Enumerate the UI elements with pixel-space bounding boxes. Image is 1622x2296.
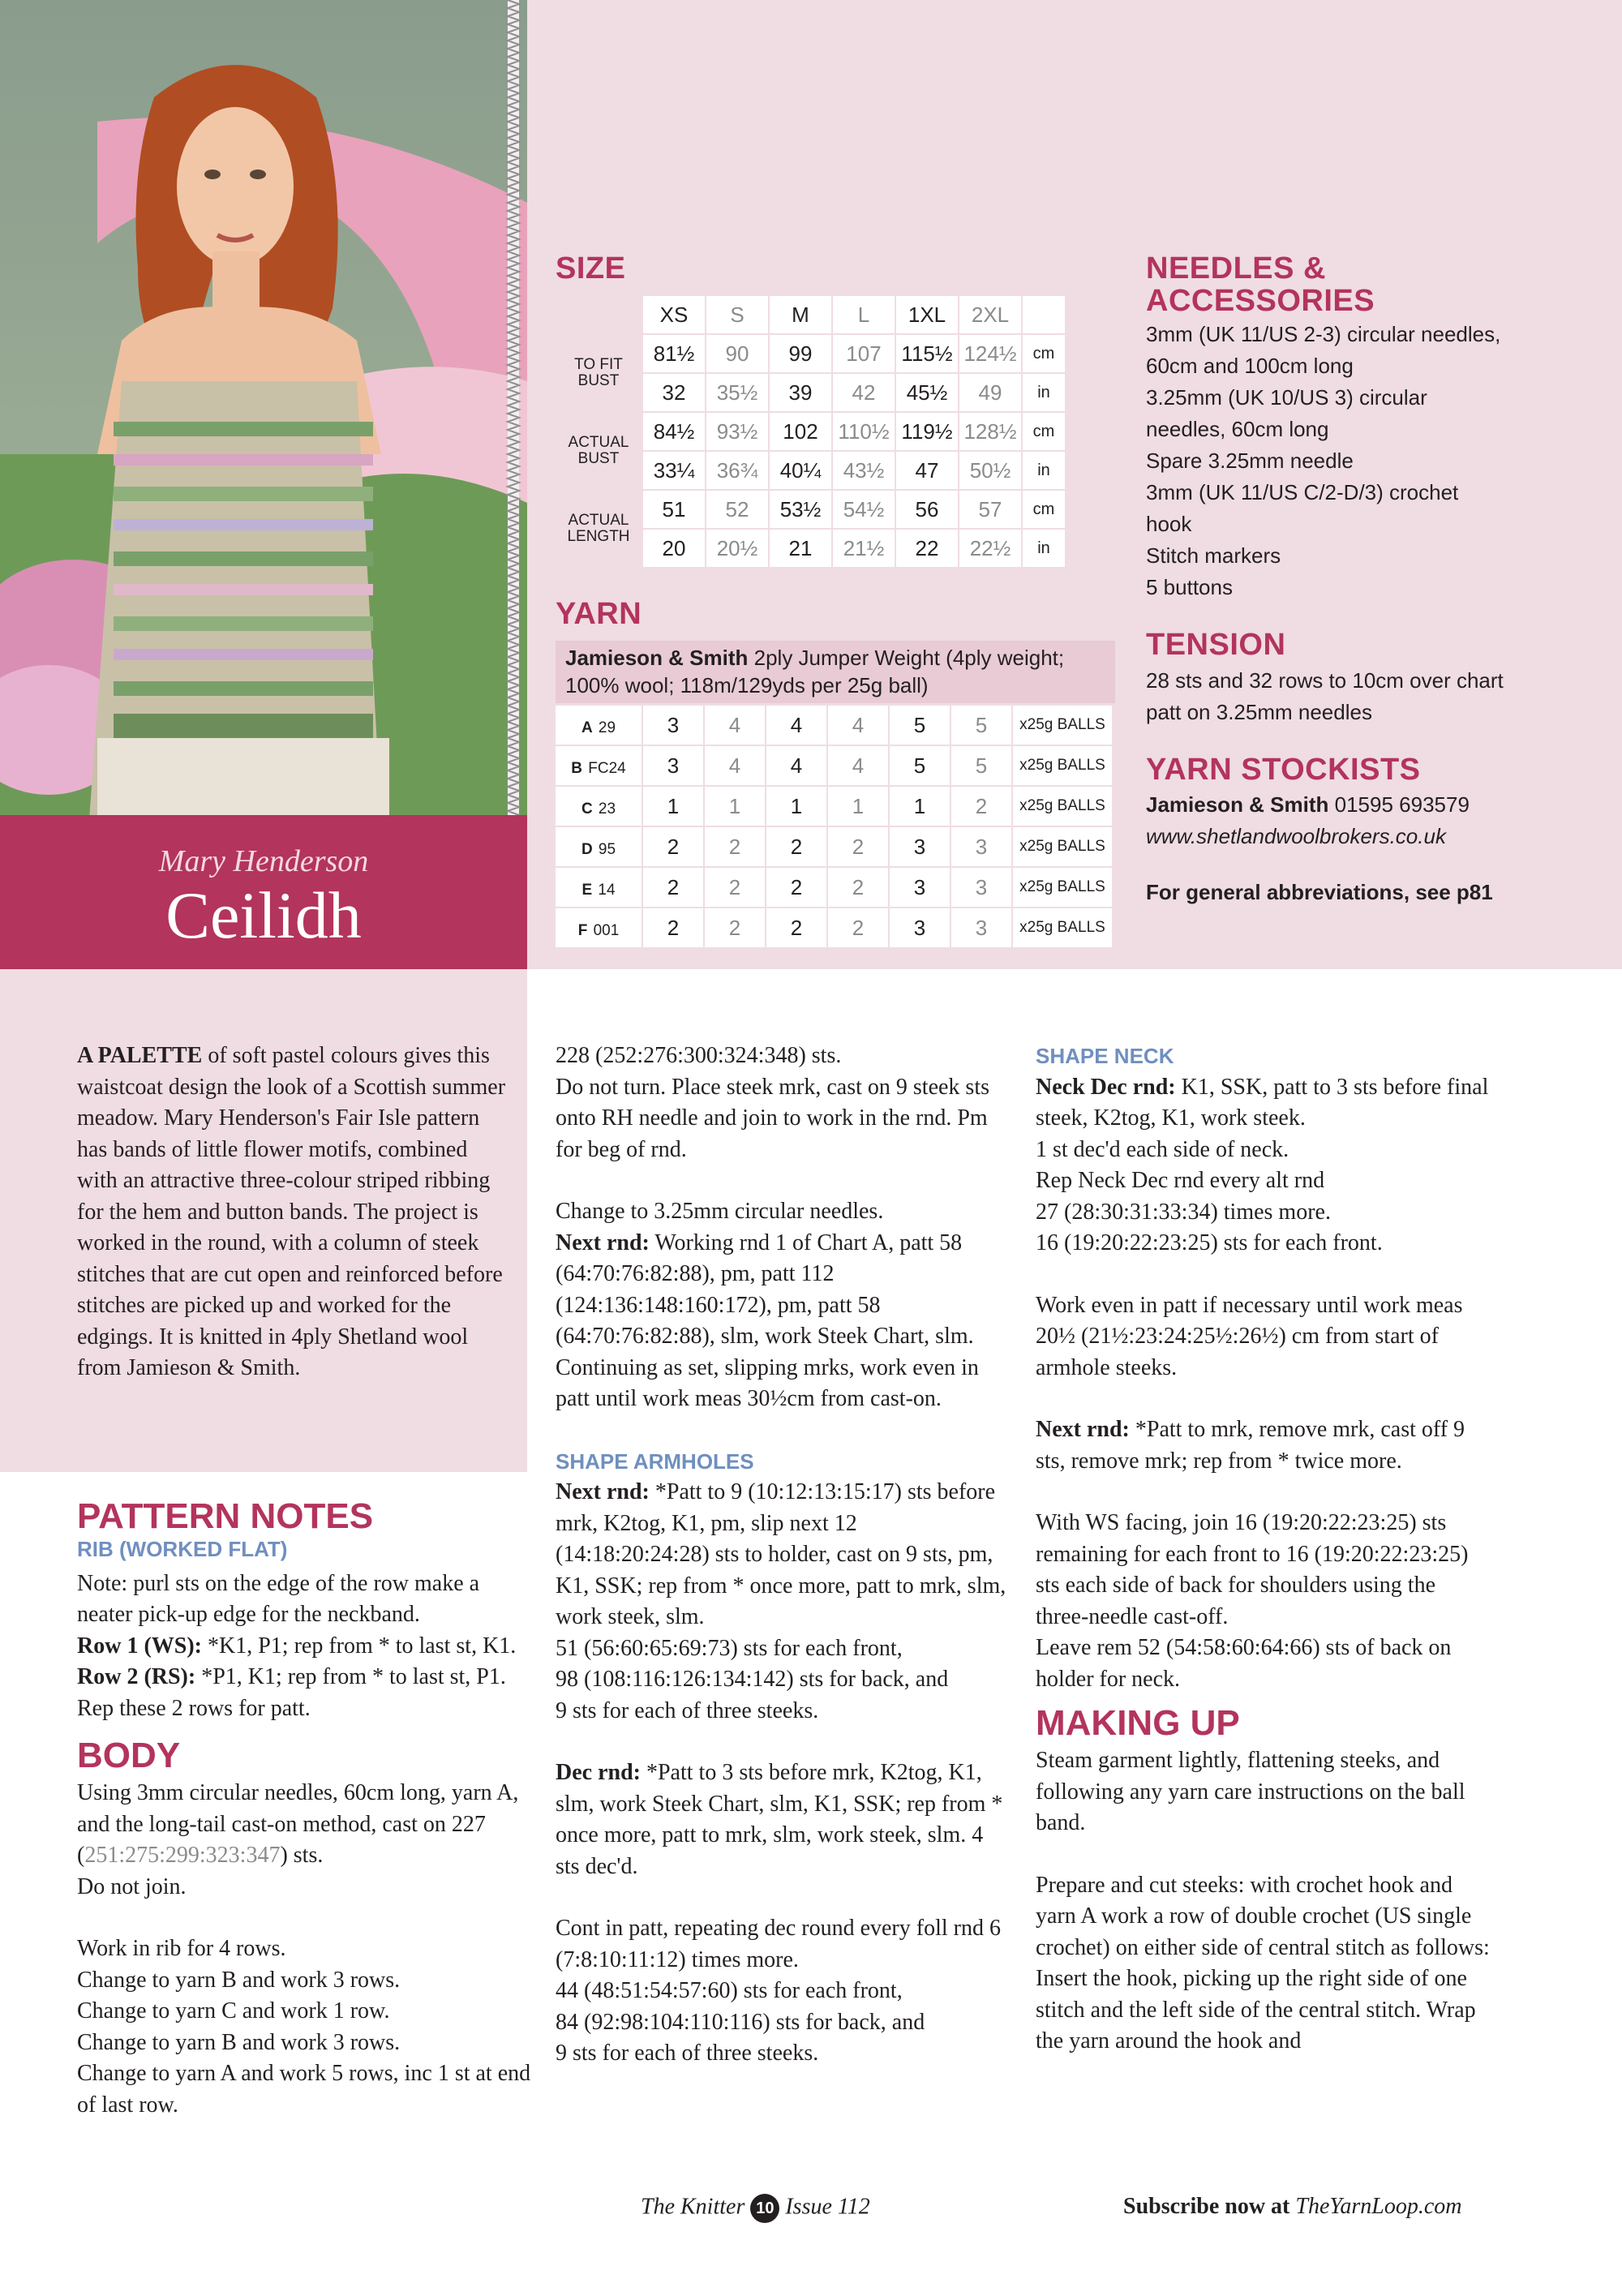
size-cell: 43½ bbox=[833, 452, 895, 489]
magazine-name: The Knitter bbox=[641, 2194, 745, 2220]
unit-cell: cm bbox=[1023, 335, 1065, 372]
unit-cell: cm bbox=[1023, 413, 1065, 450]
next-rnd-label: Next rnd: bbox=[556, 1230, 650, 1255]
size-cell: 33¼ bbox=[643, 452, 705, 489]
size-cell: 110½ bbox=[833, 413, 895, 450]
size-cell: 20½ bbox=[706, 530, 768, 567]
yarn-cell: 2 bbox=[705, 827, 765, 866]
body-text: *Patt to 3 sts before mrk, K2tog, K1, slm, work Steek Chart, slm, K1, SSK; rep from * once more, patt to mrk, slm, work steek, slm. 4 sts dec'd. bbox=[556, 1760, 1003, 1879]
body-text: K1, SSK, patt to 3 sts before final steek, K2tog, K1, work steek. bbox=[1036, 1074, 1489, 1131]
body-text: Rep Neck Dec rnd every alt rnd bbox=[1036, 1168, 1325, 1193]
size-cell: 84½ bbox=[643, 413, 705, 450]
body-text: Prepare and cut steeks: with crochet hook and yarn A work a row of double crochet (US single crochet) on either side of central stitch as follows: bbox=[1036, 1872, 1490, 1960]
yarn-cell: 2 bbox=[951, 787, 1011, 826]
size-cell: 32 bbox=[643, 374, 705, 411]
size-row bbox=[556, 491, 1065, 528]
tension-text: 28 sts and 32 rows to 10cm over chart patt on 3.25mm needles bbox=[1146, 668, 1504, 724]
yarn-unit: x25g BALLS bbox=[1013, 868, 1112, 907]
body-text: ) sts. bbox=[280, 1843, 324, 1868]
yarn-cell: 3 bbox=[951, 827, 1011, 866]
unit-col-head bbox=[1023, 296, 1065, 333]
size-cell: 36¾ bbox=[706, 452, 768, 489]
size-col-head: S bbox=[706, 296, 768, 333]
body-text: Work even in patt if necessary until work meas 20½ (21½:23:24:25½:26½) cm from start of armhole steeks. bbox=[1036, 1292, 1463, 1380]
yarn-unit: x25g BALLS bbox=[1013, 908, 1112, 947]
yarn-cell: 3 bbox=[890, 868, 950, 907]
yarn-cell: 2 bbox=[705, 868, 765, 907]
row1 bbox=[77, 1631, 531, 1663]
yarn-unit: x25g BALLS bbox=[1013, 787, 1112, 826]
body-text: 98 (108:116:126:134:142) sts for back, and bbox=[556, 1667, 949, 1692]
body-sizes: 251:275:299:323:347 bbox=[84, 1843, 281, 1868]
body-text: 84 (92:98:104:110:116) sts for back, and bbox=[556, 2009, 925, 2035]
body-text: 228 (252:276:300:324:348) sts. bbox=[556, 1043, 842, 1068]
yarn-row bbox=[556, 787, 1112, 826]
size-cell: 42 bbox=[833, 374, 895, 411]
yarn-table-wrap bbox=[554, 704, 1114, 949]
size-cell: 93½ bbox=[706, 413, 768, 450]
model-photo bbox=[0, 0, 527, 819]
yarn-cell: 1 bbox=[828, 787, 888, 826]
column-2 bbox=[556, 1041, 1010, 2070]
body-line: Work in rib for 4 rows. bbox=[77, 1936, 286, 1961]
size-cell: 128½ bbox=[959, 413, 1021, 450]
yarn-cell: 2 bbox=[828, 827, 888, 866]
size-cell: 99 bbox=[770, 335, 831, 372]
row-label: TO FIT BUST bbox=[556, 335, 642, 411]
yarn-cell: 1 bbox=[890, 787, 950, 826]
row-label: ACTUAL LENGTH bbox=[556, 491, 642, 567]
yarn-row bbox=[556, 908, 1112, 947]
body-line: Change to yarn B and work 3 rows. bbox=[77, 2029, 401, 2055]
size-cell: 53½ bbox=[770, 491, 831, 528]
body-text: *Patt to 9 (10:12:13:15:17) sts before mrk, K2tog, K1, pm, slip next 12 (14:18:20:24:28) sts to holder, cast on 9 sts, pm, K1, SSK; rep from * once more, patt to mrk, slm, work steek, slm. bbox=[556, 1479, 1006, 1629]
yarn-cell: 2 bbox=[828, 868, 888, 907]
size-cell: 20 bbox=[643, 530, 705, 567]
needles-heading-line1: NEEDLES & bbox=[1146, 251, 1326, 285]
size-col-head: L bbox=[833, 296, 895, 333]
yarn-description: 2ply Jumper Weight (4ply weight; 100% wool; 118m/129yds per 25g ball) bbox=[565, 646, 1065, 697]
subscribe-link[interactable]: TheYarnLoop.com bbox=[1295, 2194, 1462, 2219]
size-cell: 51 bbox=[643, 491, 705, 528]
body-text: With WS facing, join 16 (19:20:22:23:25) sts remaining for each front to 16 (19:20:22:23:25) sts each side of back for shoulders using the three-needle cast-off. bbox=[1036, 1510, 1469, 1629]
shape-armholes-subheading: SHAPE ARMHOLES bbox=[556, 1448, 754, 1474]
body-heading: BODY bbox=[77, 1736, 181, 1775]
row2-label: Row 2 (RS): bbox=[77, 1664, 196, 1689]
yarn-shade-letter: A bbox=[581, 719, 593, 736]
size-cell: 49 bbox=[959, 374, 1021, 411]
size-row bbox=[556, 413, 1065, 450]
size-cell: 21½ bbox=[833, 530, 895, 567]
rib-subheading: RIB (WORKED FLAT) bbox=[77, 1537, 288, 1561]
note-text: Note: purl sts on the edge of the row make a neater pick-up edge for the neckband. bbox=[77, 1570, 480, 1627]
size-table-wrap bbox=[554, 294, 1066, 569]
yarn-cell: 4 bbox=[766, 706, 826, 745]
body-text: Do not join. bbox=[77, 1873, 187, 1899]
needles-list bbox=[1146, 319, 1503, 603]
issue-number: Issue 112 bbox=[785, 2194, 870, 2220]
unit-cell: in bbox=[1023, 374, 1065, 411]
yarn-heading: YARN bbox=[556, 597, 642, 631]
pattern-notes-heading: PATTERN NOTES bbox=[77, 1496, 374, 1536]
yarn-shade-code: 14 bbox=[598, 881, 616, 899]
yarn-cell: 2 bbox=[643, 908, 703, 947]
needles-item: 3.25mm (UK 10/US 3) circular needles, 60cm long bbox=[1146, 385, 1427, 441]
size-header-row bbox=[556, 296, 1065, 333]
yarn-shade-letter: F bbox=[577, 921, 588, 939]
yarn-cell: 3 bbox=[890, 827, 950, 866]
yarn-shade-letter: C bbox=[581, 800, 593, 818]
needles-item: 3mm (UK 11/US 2-3) circular needles, 60cm and 100cm long bbox=[1146, 322, 1501, 378]
yarn-row bbox=[556, 868, 1112, 907]
stockists-heading: YARN STOCKISTS bbox=[1146, 753, 1421, 787]
making-up-heading: MAKING UP bbox=[1036, 1703, 1240, 1743]
body-cast-on bbox=[77, 1778, 531, 1872]
yarn-unit: x25g BALLS bbox=[1013, 827, 1112, 866]
size-cell: 50½ bbox=[959, 452, 1021, 489]
body-text: 9 sts for each of three steeks. bbox=[556, 1697, 819, 1723]
yarn-cell: 3 bbox=[951, 908, 1011, 947]
body-text: 51 (56:60:65:69:73) sts for each front, bbox=[556, 1635, 903, 1661]
unit-cell: in bbox=[1023, 530, 1065, 567]
body-line: Change to yarn B and work 3 rows. bbox=[77, 1967, 401, 1993]
yarn-table bbox=[554, 704, 1114, 949]
yarn-cell: 2 bbox=[766, 908, 826, 947]
unit-cell: cm bbox=[1023, 491, 1065, 528]
pattern-title: Ceilidh bbox=[165, 878, 362, 952]
body-text: 44 (48:51:54:57:60) sts for each front, bbox=[556, 1978, 903, 2003]
size-cell: 56 bbox=[896, 491, 958, 528]
body-text: Insert the hook, picking up the right side of one stitch and the left side of the central stitch. Wrap the yarn around the hook and bbox=[1036, 1966, 1476, 2054]
size-row bbox=[556, 335, 1065, 372]
designer-name: Mary Henderson bbox=[158, 844, 369, 878]
column-3 bbox=[1036, 1041, 1490, 2058]
yarn-cell: 4 bbox=[705, 746, 765, 785]
needles-item: 3mm (UK 11/US C/2-D/3) crochet hook bbox=[1146, 480, 1459, 536]
yarn-cell: 1 bbox=[766, 787, 826, 826]
yarn-shade-code: 29 bbox=[598, 719, 616, 736]
size-table bbox=[554, 294, 1066, 569]
size-col-head: 2XL bbox=[959, 296, 1021, 333]
yarn-cell: 1 bbox=[705, 787, 765, 826]
body-line: Change to yarn C and work 1 row. bbox=[77, 1998, 390, 2023]
intro-lead: A PALETTE bbox=[77, 1043, 203, 1068]
next-rnd-label: Next rnd: bbox=[1036, 1417, 1130, 1442]
body-line: Change to yarn A and work 5 rows, inc 1 st at end of last row. bbox=[77, 2061, 531, 2118]
yarn-row bbox=[556, 746, 1112, 785]
neck-dec-label: Neck Dec rnd: bbox=[1036, 1074, 1176, 1100]
body-text: 16 (19:20:22:23:25) sts for each front. bbox=[1036, 1230, 1383, 1255]
yarn-cell: 5 bbox=[890, 706, 950, 745]
yarn-shade-letter: B bbox=[571, 759, 583, 777]
yarn-unit: x25g BALLS bbox=[1013, 706, 1112, 745]
shape-neck-subheading: SHAPE NECK bbox=[1036, 1044, 1174, 1068]
yarn-shade-code: 95 bbox=[598, 840, 616, 858]
size-col-head: 1XL bbox=[896, 296, 958, 333]
intro-text: of soft pastel colours gives this waistcoat design the look of a Scottish summer meadow. Mary Henderson's Fair Isle pattern has bands of little flower motifs, combined with an attractive three-colour striped ribbing for the hem and button bands. The project is worked in the round, with a column of steek stitches that are cut open and reinforced before stitches are picked up and worked for the edgings. It is knitted in 4ply Shetland wool from Jamieson & Smith. bbox=[77, 1043, 506, 1380]
size-cell: 115½ bbox=[896, 335, 958, 372]
column-1 bbox=[77, 1041, 511, 1384]
size-cell: 54½ bbox=[833, 491, 895, 528]
size-cell: 47 bbox=[896, 452, 958, 489]
footer-subscribe bbox=[1123, 2194, 1462, 2220]
yarn-shade-code: FC24 bbox=[588, 759, 626, 777]
row2-text: *P1, K1; rep from * to last st, P1. bbox=[201, 1664, 506, 1689]
yarn-shade-code: 001 bbox=[593, 921, 620, 939]
stockists-block bbox=[1146, 789, 1568, 908]
stockist-phone: 01595 693579 bbox=[1334, 792, 1470, 817]
needles-item: Stitch markers bbox=[1146, 543, 1281, 568]
body-text: Leave rem 52 (54:58:60:64:66) sts of back on holder for neck. bbox=[1036, 1635, 1452, 1692]
body-text: Change to 3.25mm circular needles. bbox=[556, 1199, 884, 1224]
yarn-cell: 2 bbox=[643, 868, 703, 907]
yarn-cell: 4 bbox=[828, 706, 888, 745]
subscribe-text: Subscribe now at bbox=[1123, 2194, 1290, 2219]
body-text: 9 sts for each of three steeks. bbox=[556, 2041, 819, 2066]
tension-heading: TENSION bbox=[1146, 628, 1286, 662]
size-cell: 90 bbox=[706, 335, 768, 372]
size-cell: 81½ bbox=[643, 335, 705, 372]
needles-item: Spare 3.25mm needle bbox=[1146, 448, 1354, 473]
page-number: 10 bbox=[750, 2194, 779, 2223]
row1-label: Row 1 (WS): bbox=[77, 1633, 202, 1659]
size-cell: 57 bbox=[959, 491, 1021, 528]
yarn-row bbox=[556, 706, 1112, 745]
yarn-shade-code: 23 bbox=[598, 800, 616, 818]
size-cell: 22½ bbox=[959, 530, 1021, 567]
yarn-cell: 5 bbox=[890, 746, 950, 785]
body-text: *Patt to mrk, remove mrk, cast off 9 sts, remove mrk; rep from * twice more. bbox=[1036, 1417, 1465, 1474]
body-text: Continuing as set, slipping mrks, work even in patt until work meas 30½cm from cast-on. bbox=[556, 1354, 979, 1411]
body-text: 27 (28:30:31:33:34) times more. bbox=[1036, 1199, 1331, 1225]
yarn-cell: 2 bbox=[643, 827, 703, 866]
row1-text: *K1, P1; rep from * to last st, K1. bbox=[208, 1633, 517, 1659]
size-heading: SIZE bbox=[556, 251, 626, 285]
yarn-unit: x25g BALLS bbox=[1013, 746, 1112, 785]
size-cell: 52 bbox=[706, 491, 768, 528]
needles-heading-line2: ACCESSORIES bbox=[1146, 283, 1375, 318]
yarn-cell: 2 bbox=[766, 827, 826, 866]
size-cell: 45½ bbox=[896, 374, 958, 411]
yarn-cell: 3 bbox=[643, 746, 703, 785]
body-text: Steam garment lightly, flattening steeks, and following any yarn care instructions on the ball band. bbox=[1036, 1748, 1465, 1835]
needles-item: 5 buttons bbox=[1146, 575, 1233, 599]
stockist-url[interactable]: www.shetlandwoolbrokers.co.uk bbox=[1146, 824, 1446, 848]
body-text: Cont in patt, repeating dec round every foll rnd 6 (7:8:10:11:12) times more. bbox=[556, 1916, 1001, 1972]
unit-cell: in bbox=[1023, 452, 1065, 489]
yarn-cell: 5 bbox=[951, 746, 1011, 785]
needles-heading bbox=[1146, 253, 1375, 318]
dec-rnd-label: Dec rnd: bbox=[556, 1760, 641, 1785]
body-text: Using 3mm circular needles, 60cm long, yarn A, and the long-tail cast-on method, cast on 227 ( bbox=[77, 1780, 519, 1868]
yarn-description-box bbox=[556, 641, 1115, 703]
yarn-cell: 4 bbox=[828, 746, 888, 785]
column-1-lower bbox=[77, 1495, 531, 2121]
size-cell: 124½ bbox=[959, 335, 1021, 372]
yarn-cell: 1 bbox=[643, 787, 703, 826]
size-cell: 35½ bbox=[706, 374, 768, 411]
yarn-cell: 2 bbox=[766, 868, 826, 907]
size-cell: 40¼ bbox=[770, 452, 831, 489]
yarn-cell: 4 bbox=[705, 706, 765, 745]
yarn-cell: 4 bbox=[766, 746, 826, 785]
body-text: 1 st dec'd each side of neck. bbox=[1036, 1136, 1289, 1162]
footer-magazine bbox=[641, 2194, 870, 2223]
yarn-cell: 2 bbox=[705, 908, 765, 947]
size-cell: 22 bbox=[896, 530, 958, 567]
size-cell: 107 bbox=[833, 335, 895, 372]
yarn-row bbox=[556, 827, 1112, 866]
size-cell: 21 bbox=[770, 530, 831, 567]
stockist-name: Jamieson & Smith bbox=[1146, 792, 1329, 817]
size-cell: 119½ bbox=[896, 413, 958, 450]
size-corner bbox=[556, 296, 642, 333]
yarn-cell: 3 bbox=[951, 868, 1011, 907]
repeat-text: Rep these 2 rows for patt. bbox=[77, 1695, 311, 1721]
yarn-brand: Jamieson & Smith bbox=[565, 646, 749, 670]
next-rnd-label: Next rnd: bbox=[556, 1479, 650, 1504]
size-cell: 39 bbox=[770, 374, 831, 411]
body-text: Do not turn. Place steek mrk, cast on 9 steek sts onto RH needle and join to work in the rnd. Pm for beg of rnd. bbox=[556, 1074, 990, 1162]
yarn-shade-letter: D bbox=[581, 840, 593, 858]
yarn-cell: 5 bbox=[951, 706, 1011, 745]
size-col-head: XS bbox=[643, 296, 705, 333]
abbreviations-note: For general abbreviations, see p81 bbox=[1146, 880, 1493, 904]
yarn-shade-letter: E bbox=[581, 881, 593, 899]
yarn-cell: 3 bbox=[890, 908, 950, 947]
row-label: ACTUAL BUST bbox=[556, 413, 642, 489]
size-col-head: M bbox=[770, 296, 831, 333]
yarn-cell: 2 bbox=[828, 908, 888, 947]
body-text: Working rnd 1 of Chart A, patt 58 (64:70:76:82:88), pm, patt 112 (124:136:148:160:172), pm, patt 58 (64:70:76:82:88), slm, work Steek Chart, slm. bbox=[556, 1230, 974, 1349]
yarn-cell: 3 bbox=[643, 706, 703, 745]
intro-paragraph bbox=[77, 1041, 511, 1384]
row2 bbox=[77, 1662, 531, 1693]
size-cell: 102 bbox=[770, 413, 831, 450]
